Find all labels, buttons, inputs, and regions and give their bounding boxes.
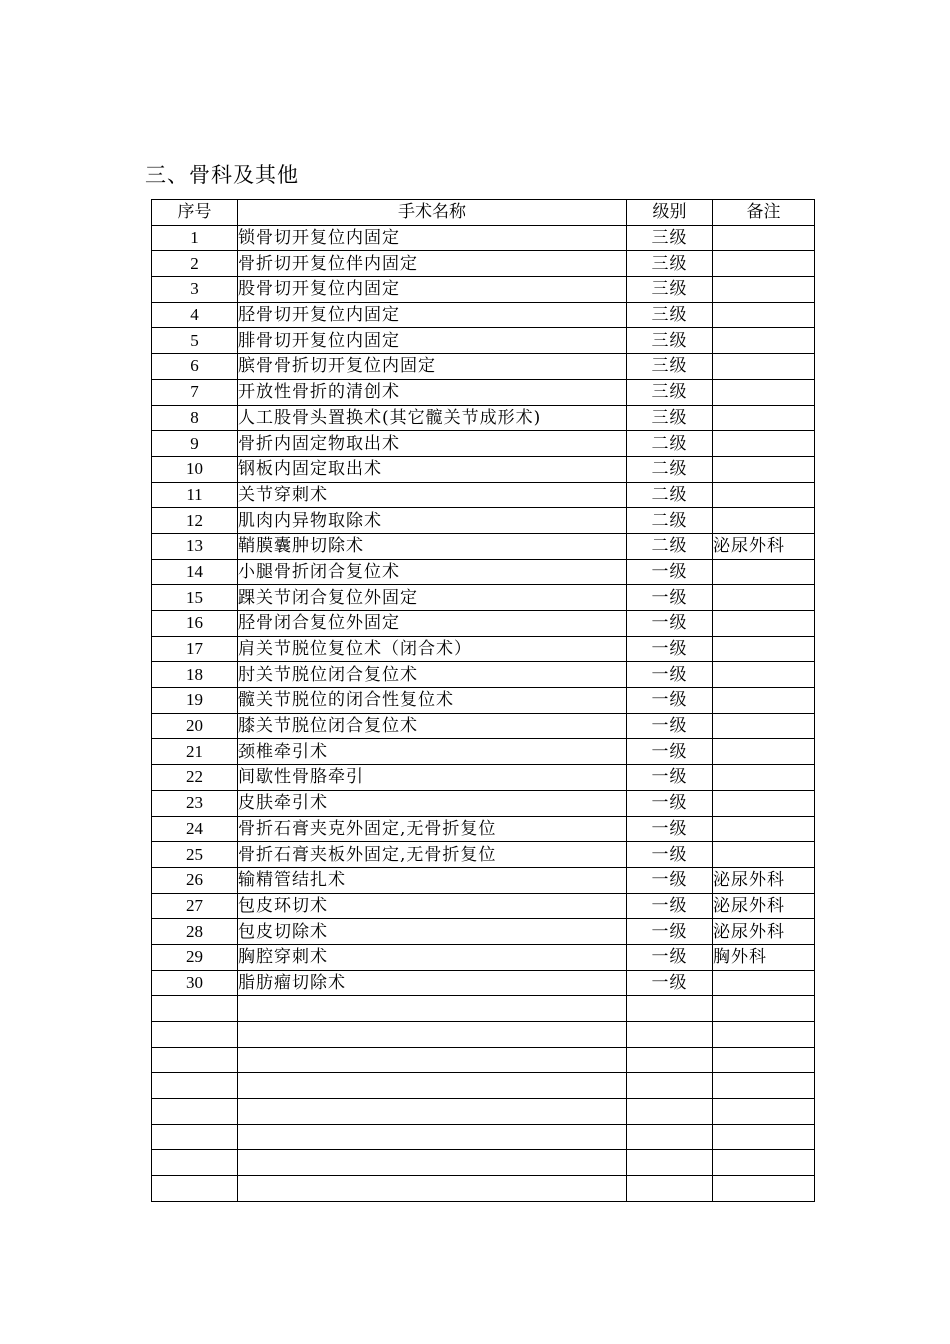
cell-no: 16 bbox=[152, 611, 238, 637]
table-row bbox=[152, 893, 815, 919]
cell-note bbox=[713, 431, 815, 457]
cell-name: 髋关节脱位的闭合性复位术 bbox=[238, 688, 627, 714]
cell-no bbox=[152, 1176, 238, 1202]
table-row bbox=[152, 328, 815, 354]
cell-no bbox=[152, 1022, 238, 1048]
cell-level bbox=[627, 1047, 713, 1073]
cell-level: 三级 bbox=[627, 405, 713, 431]
cell-note bbox=[713, 482, 815, 508]
cell-level: 一级 bbox=[627, 559, 713, 585]
cell-level bbox=[627, 1150, 713, 1176]
cell-no bbox=[152, 1124, 238, 1150]
table-row bbox=[152, 842, 815, 868]
column-header-no: 序号 bbox=[152, 200, 238, 226]
cell-no: 19 bbox=[152, 688, 238, 714]
cell-level bbox=[627, 1073, 713, 1099]
column-header-level: 级别 bbox=[627, 200, 713, 226]
cell-note bbox=[713, 765, 815, 791]
cell-name: 股骨切开复位内固定 bbox=[238, 277, 627, 303]
table-row bbox=[152, 431, 815, 457]
cell-level bbox=[627, 1022, 713, 1048]
cell-note: 泌尿外科 bbox=[713, 533, 815, 559]
cell-note bbox=[713, 225, 815, 251]
cell-name: 骨折石膏夹板外固定,无骨折复位 bbox=[238, 842, 627, 868]
cell-name bbox=[238, 1150, 627, 1176]
table-row bbox=[152, 739, 815, 765]
table-row bbox=[152, 1124, 815, 1150]
cell-note bbox=[713, 1150, 815, 1176]
cell-level: 三级 bbox=[627, 328, 713, 354]
cell-level: 三级 bbox=[627, 379, 713, 405]
cell-no: 11 bbox=[152, 482, 238, 508]
cell-name: 包皮切除术 bbox=[238, 919, 627, 945]
cell-no: 10 bbox=[152, 456, 238, 482]
table-row bbox=[152, 379, 815, 405]
cell-no: 25 bbox=[152, 842, 238, 868]
cell-no bbox=[152, 1099, 238, 1125]
cell-name: 胫骨闭合复位外固定 bbox=[238, 611, 627, 637]
cell-note bbox=[713, 559, 815, 585]
cell-note bbox=[713, 739, 815, 765]
cell-note bbox=[713, 354, 815, 380]
table-row bbox=[152, 1022, 815, 1048]
table-row bbox=[152, 456, 815, 482]
cell-level: 三级 bbox=[627, 251, 713, 277]
table-row bbox=[152, 277, 815, 303]
table-row bbox=[152, 1150, 815, 1176]
table-row bbox=[152, 919, 815, 945]
table-row bbox=[152, 1073, 815, 1099]
cell-no bbox=[152, 1047, 238, 1073]
cell-no: 9 bbox=[152, 431, 238, 457]
table-row bbox=[152, 611, 815, 637]
cell-level bbox=[627, 1124, 713, 1150]
table-row bbox=[152, 996, 815, 1022]
table-row bbox=[152, 302, 815, 328]
cell-level: 一级 bbox=[627, 970, 713, 996]
cell-no: 30 bbox=[152, 970, 238, 996]
cell-level: 一级 bbox=[627, 585, 713, 611]
table-row bbox=[152, 354, 815, 380]
cell-name: 开放性骨折的清创术 bbox=[238, 379, 627, 405]
cell-name: 腓骨切开复位内固定 bbox=[238, 328, 627, 354]
cell-level: 一级 bbox=[627, 842, 713, 868]
cell-level: 一级 bbox=[627, 713, 713, 739]
cell-note bbox=[713, 970, 815, 996]
cell-note bbox=[713, 1022, 815, 1048]
cell-no: 14 bbox=[152, 559, 238, 585]
cell-level: 一级 bbox=[627, 919, 713, 945]
cell-level: 一级 bbox=[627, 790, 713, 816]
cell-note bbox=[713, 611, 815, 637]
table-row bbox=[152, 636, 815, 662]
cell-level: 一级 bbox=[627, 662, 713, 688]
cell-name: 鞘膜囊肿切除术 bbox=[238, 533, 627, 559]
cell-name bbox=[238, 1124, 627, 1150]
cell-note bbox=[713, 636, 815, 662]
cell-level bbox=[627, 1099, 713, 1125]
cell-no: 22 bbox=[152, 765, 238, 791]
table-row bbox=[152, 1176, 815, 1202]
cell-note: 泌尿外科 bbox=[713, 919, 815, 945]
cell-name bbox=[238, 1022, 627, 1048]
cell-no bbox=[152, 1150, 238, 1176]
cell-level: 三级 bbox=[627, 277, 713, 303]
cell-note bbox=[713, 996, 815, 1022]
table-row bbox=[152, 765, 815, 791]
table-row bbox=[152, 482, 815, 508]
cell-level: 三级 bbox=[627, 354, 713, 380]
cell-name: 包皮环切术 bbox=[238, 893, 627, 919]
cell-name: 肌肉内异物取除术 bbox=[238, 508, 627, 534]
cell-no: 6 bbox=[152, 354, 238, 380]
cell-note bbox=[713, 508, 815, 534]
table-row bbox=[152, 1099, 815, 1125]
cell-name: 颈椎牵引术 bbox=[238, 739, 627, 765]
cell-name: 踝关节闭合复位外固定 bbox=[238, 585, 627, 611]
cell-no: 18 bbox=[152, 662, 238, 688]
cell-level: 一级 bbox=[627, 893, 713, 919]
column-header-note: 备注 bbox=[713, 200, 815, 226]
cell-note bbox=[713, 405, 815, 431]
cell-note bbox=[713, 713, 815, 739]
cell-no: 15 bbox=[152, 585, 238, 611]
cell-name: 骨折石膏夹克外固定,无骨折复位 bbox=[238, 816, 627, 842]
cell-no bbox=[152, 1073, 238, 1099]
cell-name: 间歇性骨胳牵引 bbox=[238, 765, 627, 791]
table-row bbox=[152, 585, 815, 611]
cell-name bbox=[238, 1073, 627, 1099]
cell-no: 29 bbox=[152, 944, 238, 970]
cell-note bbox=[713, 1176, 815, 1202]
cell-level: 二级 bbox=[627, 456, 713, 482]
cell-no: 27 bbox=[152, 893, 238, 919]
cell-note bbox=[713, 1099, 815, 1125]
cell-name bbox=[238, 1176, 627, 1202]
cell-no: 2 bbox=[152, 251, 238, 277]
cell-name: 膑骨骨折切开复位内固定 bbox=[238, 354, 627, 380]
cell-name bbox=[238, 1099, 627, 1125]
table-row bbox=[152, 816, 815, 842]
cell-name: 骨折内固定物取出术 bbox=[238, 431, 627, 457]
cell-level: 一级 bbox=[627, 944, 713, 970]
cell-note bbox=[713, 277, 815, 303]
cell-note bbox=[713, 328, 815, 354]
cell-name bbox=[238, 1047, 627, 1073]
cell-name: 膝关节脱位闭合复位术 bbox=[238, 713, 627, 739]
table-row bbox=[152, 405, 815, 431]
cell-note: 泌尿外科 bbox=[713, 867, 815, 893]
cell-level: 一级 bbox=[627, 765, 713, 791]
cell-no: 4 bbox=[152, 302, 238, 328]
cell-level: 二级 bbox=[627, 533, 713, 559]
cell-level bbox=[627, 1176, 713, 1202]
cell-level: 一级 bbox=[627, 611, 713, 637]
cell-note bbox=[713, 816, 815, 842]
cell-level: 三级 bbox=[627, 225, 713, 251]
column-header-name: 手术名称 bbox=[238, 200, 627, 226]
table-row bbox=[152, 944, 815, 970]
cell-name: 胫骨切开复位内固定 bbox=[238, 302, 627, 328]
cell-note bbox=[713, 302, 815, 328]
cell-level: 一级 bbox=[627, 739, 713, 765]
cell-name: 胸腔穿刺术 bbox=[238, 944, 627, 970]
cell-note bbox=[713, 251, 815, 277]
cell-note bbox=[713, 688, 815, 714]
page-title: 三、骨科及其他 bbox=[145, 163, 299, 187]
cell-no: 3 bbox=[152, 277, 238, 303]
cell-level: 一级 bbox=[627, 867, 713, 893]
cell-no: 20 bbox=[152, 713, 238, 739]
cell-no: 17 bbox=[152, 636, 238, 662]
cell-name: 钢板内固定取出术 bbox=[238, 456, 627, 482]
cell-note bbox=[713, 842, 815, 868]
table-body bbox=[152, 225, 815, 1201]
cell-no: 28 bbox=[152, 919, 238, 945]
cell-no: 13 bbox=[152, 533, 238, 559]
table-header-row bbox=[152, 200, 815, 226]
table-row bbox=[152, 1047, 815, 1073]
cell-level: 二级 bbox=[627, 508, 713, 534]
cell-level: 二级 bbox=[627, 482, 713, 508]
cell-level bbox=[627, 996, 713, 1022]
cell-level: 三级 bbox=[627, 302, 713, 328]
cell-note bbox=[713, 585, 815, 611]
table-row bbox=[152, 662, 815, 688]
cell-no: 26 bbox=[152, 867, 238, 893]
cell-note bbox=[713, 662, 815, 688]
cell-name: 肘关节脱位闭合复位术 bbox=[238, 662, 627, 688]
table-row bbox=[152, 688, 815, 714]
cell-name: 骨折切开复位伴内固定 bbox=[238, 251, 627, 277]
cell-name: 脂肪瘤切除术 bbox=[238, 970, 627, 996]
table-row bbox=[152, 559, 815, 585]
cell-no: 24 bbox=[152, 816, 238, 842]
table-row bbox=[152, 251, 815, 277]
cell-note bbox=[713, 1047, 815, 1073]
cell-name bbox=[238, 996, 627, 1022]
table-row bbox=[152, 225, 815, 251]
cell-note bbox=[713, 379, 815, 405]
cell-level: 一级 bbox=[627, 688, 713, 714]
table-row bbox=[152, 867, 815, 893]
cell-note: 胸外科 bbox=[713, 944, 815, 970]
cell-level: 一级 bbox=[627, 816, 713, 842]
table-row bbox=[152, 533, 815, 559]
cell-name: 小腿骨折闭合复位术 bbox=[238, 559, 627, 585]
cell-name: 皮肤牵引术 bbox=[238, 790, 627, 816]
cell-no: 8 bbox=[152, 405, 238, 431]
cell-no: 7 bbox=[152, 379, 238, 405]
cell-note bbox=[713, 790, 815, 816]
cell-no: 1 bbox=[152, 225, 238, 251]
cell-no bbox=[152, 996, 238, 1022]
cell-no: 23 bbox=[152, 790, 238, 816]
table-row bbox=[152, 790, 815, 816]
cell-name: 输精管结扎术 bbox=[238, 867, 627, 893]
cell-name: 关节穿刺术 bbox=[238, 482, 627, 508]
cell-level: 二级 bbox=[627, 431, 713, 457]
table-row bbox=[152, 508, 815, 534]
cell-level: 一级 bbox=[627, 636, 713, 662]
cell-note bbox=[713, 1073, 815, 1099]
cell-name: 锁骨切开复位内固定 bbox=[238, 225, 627, 251]
cell-note: 泌尿外科 bbox=[713, 893, 815, 919]
cell-no: 5 bbox=[152, 328, 238, 354]
cell-note bbox=[713, 456, 815, 482]
cell-no: 12 bbox=[152, 508, 238, 534]
surgery-table bbox=[151, 199, 815, 1202]
table-row bbox=[152, 713, 815, 739]
cell-name: 人工股骨头置换术(其它髋关节成形术) bbox=[238, 405, 627, 431]
cell-no: 21 bbox=[152, 739, 238, 765]
table-row bbox=[152, 970, 815, 996]
cell-note bbox=[713, 1124, 815, 1150]
cell-name: 肩关节脱位复位术（闭合术） bbox=[238, 636, 627, 662]
